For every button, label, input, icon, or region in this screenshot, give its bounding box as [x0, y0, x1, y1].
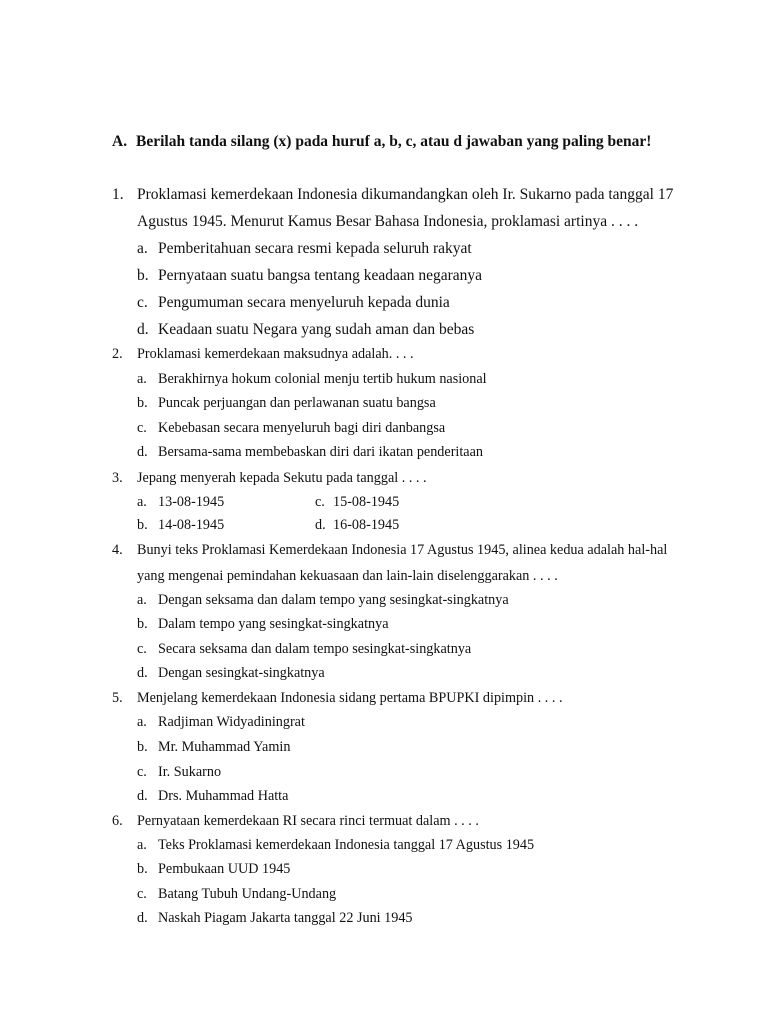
option-letter: c. [137, 641, 147, 657]
option-letter: b. [137, 861, 148, 877]
option-text: Pemberitahuan secara resmi kepada seluruh rakyat [158, 240, 472, 257]
option-text: Kebebasan secara menyeluruh bagi diri danbangsa [158, 420, 446, 436]
option-text: Drs. Muhammad Hatta [158, 788, 289, 804]
option-letter: d. [137, 665, 148, 681]
option-letter: a. [137, 592, 147, 608]
option-letter: d. [137, 788, 148, 804]
section-number: A. [112, 133, 128, 150]
question-text: Proklamasi kemerdekaan Indonesia dikumandangkan oleh Ir. Sukarno pada tanggal 17 [137, 186, 674, 203]
option-letter: b. [137, 267, 149, 284]
option-text: Puncak perjuangan dan perlawanan suatu bangsa [158, 395, 436, 411]
option-text: Bersama-sama membebaskan diri dari ikatan penderitaan [158, 444, 483, 460]
question-text: Proklamasi kemerdekaan maksudnya adalah. . . . [137, 346, 414, 362]
option-letter: a. [137, 371, 147, 387]
option-letter: c. [137, 420, 147, 436]
option-letter: d. [137, 444, 148, 460]
option-text: Dengan seksama dan dalam tempo yang sesingkat-singkatnya [158, 592, 509, 608]
question-number: 5. [112, 690, 123, 706]
section-heading [112, 133, 651, 151]
question-number: 2. [112, 346, 123, 362]
option-letter: d. [137, 910, 148, 926]
option-text: Teks Proklamasi kemerdekaan Indonesia tanggal 17 Agustus 1945 [158, 837, 535, 853]
option-letter: b. [137, 616, 148, 632]
option-text: Dalam tempo yang sesingkat-singkatnya [158, 616, 389, 632]
question-text: yang mengenai pemindahan kekuasaan dan lain-lain diselenggarakan . . . . [137, 568, 558, 584]
section-instruction: Berilah tanda silang (x) pada huruf a, b, c, atau d jawaban yang paling benar! [136, 133, 652, 150]
question-text: Pernyataan kemerdekaan RI secara rinci termuat dalam . . . . [137, 813, 479, 829]
option-text: Keadaan suatu Negara yang sudah aman dan bebas [158, 321, 475, 338]
option-text: 15-08-1945 [333, 494, 400, 510]
option-text: Naskah Piagam Jakarta tanggal 22 Juni 1945 [158, 910, 413, 926]
option-letter: c. [315, 494, 325, 510]
option-text: 14-08-1945 [158, 517, 225, 533]
option-letter: d. [315, 517, 326, 533]
option-letter: c. [137, 294, 148, 311]
option-text: 16-08-1945 [333, 517, 400, 533]
option-text: Ir. Sukarno [158, 764, 222, 780]
option-text: Berakhirnya hokum colonial menju tertib hukum nasional [158, 371, 487, 387]
option-letter: a. [137, 837, 147, 853]
question-number: 3. [112, 470, 123, 486]
option-text: Pengumuman secara menyeluruh kepada dunia [158, 294, 450, 311]
option-text: 13-08-1945 [158, 494, 225, 510]
question-text: Menjelang kemerdekaan Indonesia sidang pertama BPUPKI dipimpin . . . . [137, 690, 563, 706]
question-text: Jepang menyerah kepada Sekutu pada tanggal . . . . [137, 470, 427, 486]
question-number: 1. [112, 186, 124, 203]
option-letter: d. [137, 321, 149, 338]
option-letter: b. [137, 739, 148, 755]
option-letter: c. [137, 886, 147, 902]
option-text: Radjiman Widyadiningrat [158, 714, 305, 730]
option-text: Mr. Muhammad Yamin [158, 739, 291, 755]
question-text: Agustus 1945. Menurut Kamus Besar Bahasa Indonesia, proklamasi artinya . . . . [137, 213, 639, 230]
option-letter: a. [137, 240, 148, 257]
option-letter: a. [137, 494, 147, 510]
option-text: Secara seksama dan dalam tempo sesingkat-singkatnya [158, 641, 472, 657]
option-letter: a. [137, 714, 147, 730]
option-letter: b. [137, 395, 148, 411]
option-text: Batang Tubuh Undang-Undang [158, 886, 337, 902]
option-text: Pernyataan suatu bangsa tentang keadaan negaranya [158, 267, 483, 284]
question-number: 6. [112, 813, 123, 829]
option-letter: c. [137, 764, 147, 780]
question-number: 4. [112, 542, 123, 558]
option-text: Dengan sesingkat-singkatnya [158, 665, 325, 681]
option-letter: b. [137, 517, 148, 533]
option-text: Pembukaan UUD 1945 [158, 861, 291, 877]
question-text: Bunyi teks Proklamasi Kemerdekaan Indonesia 17 Agustus 1945, alinea kedua adalah hal-hal [137, 542, 668, 558]
